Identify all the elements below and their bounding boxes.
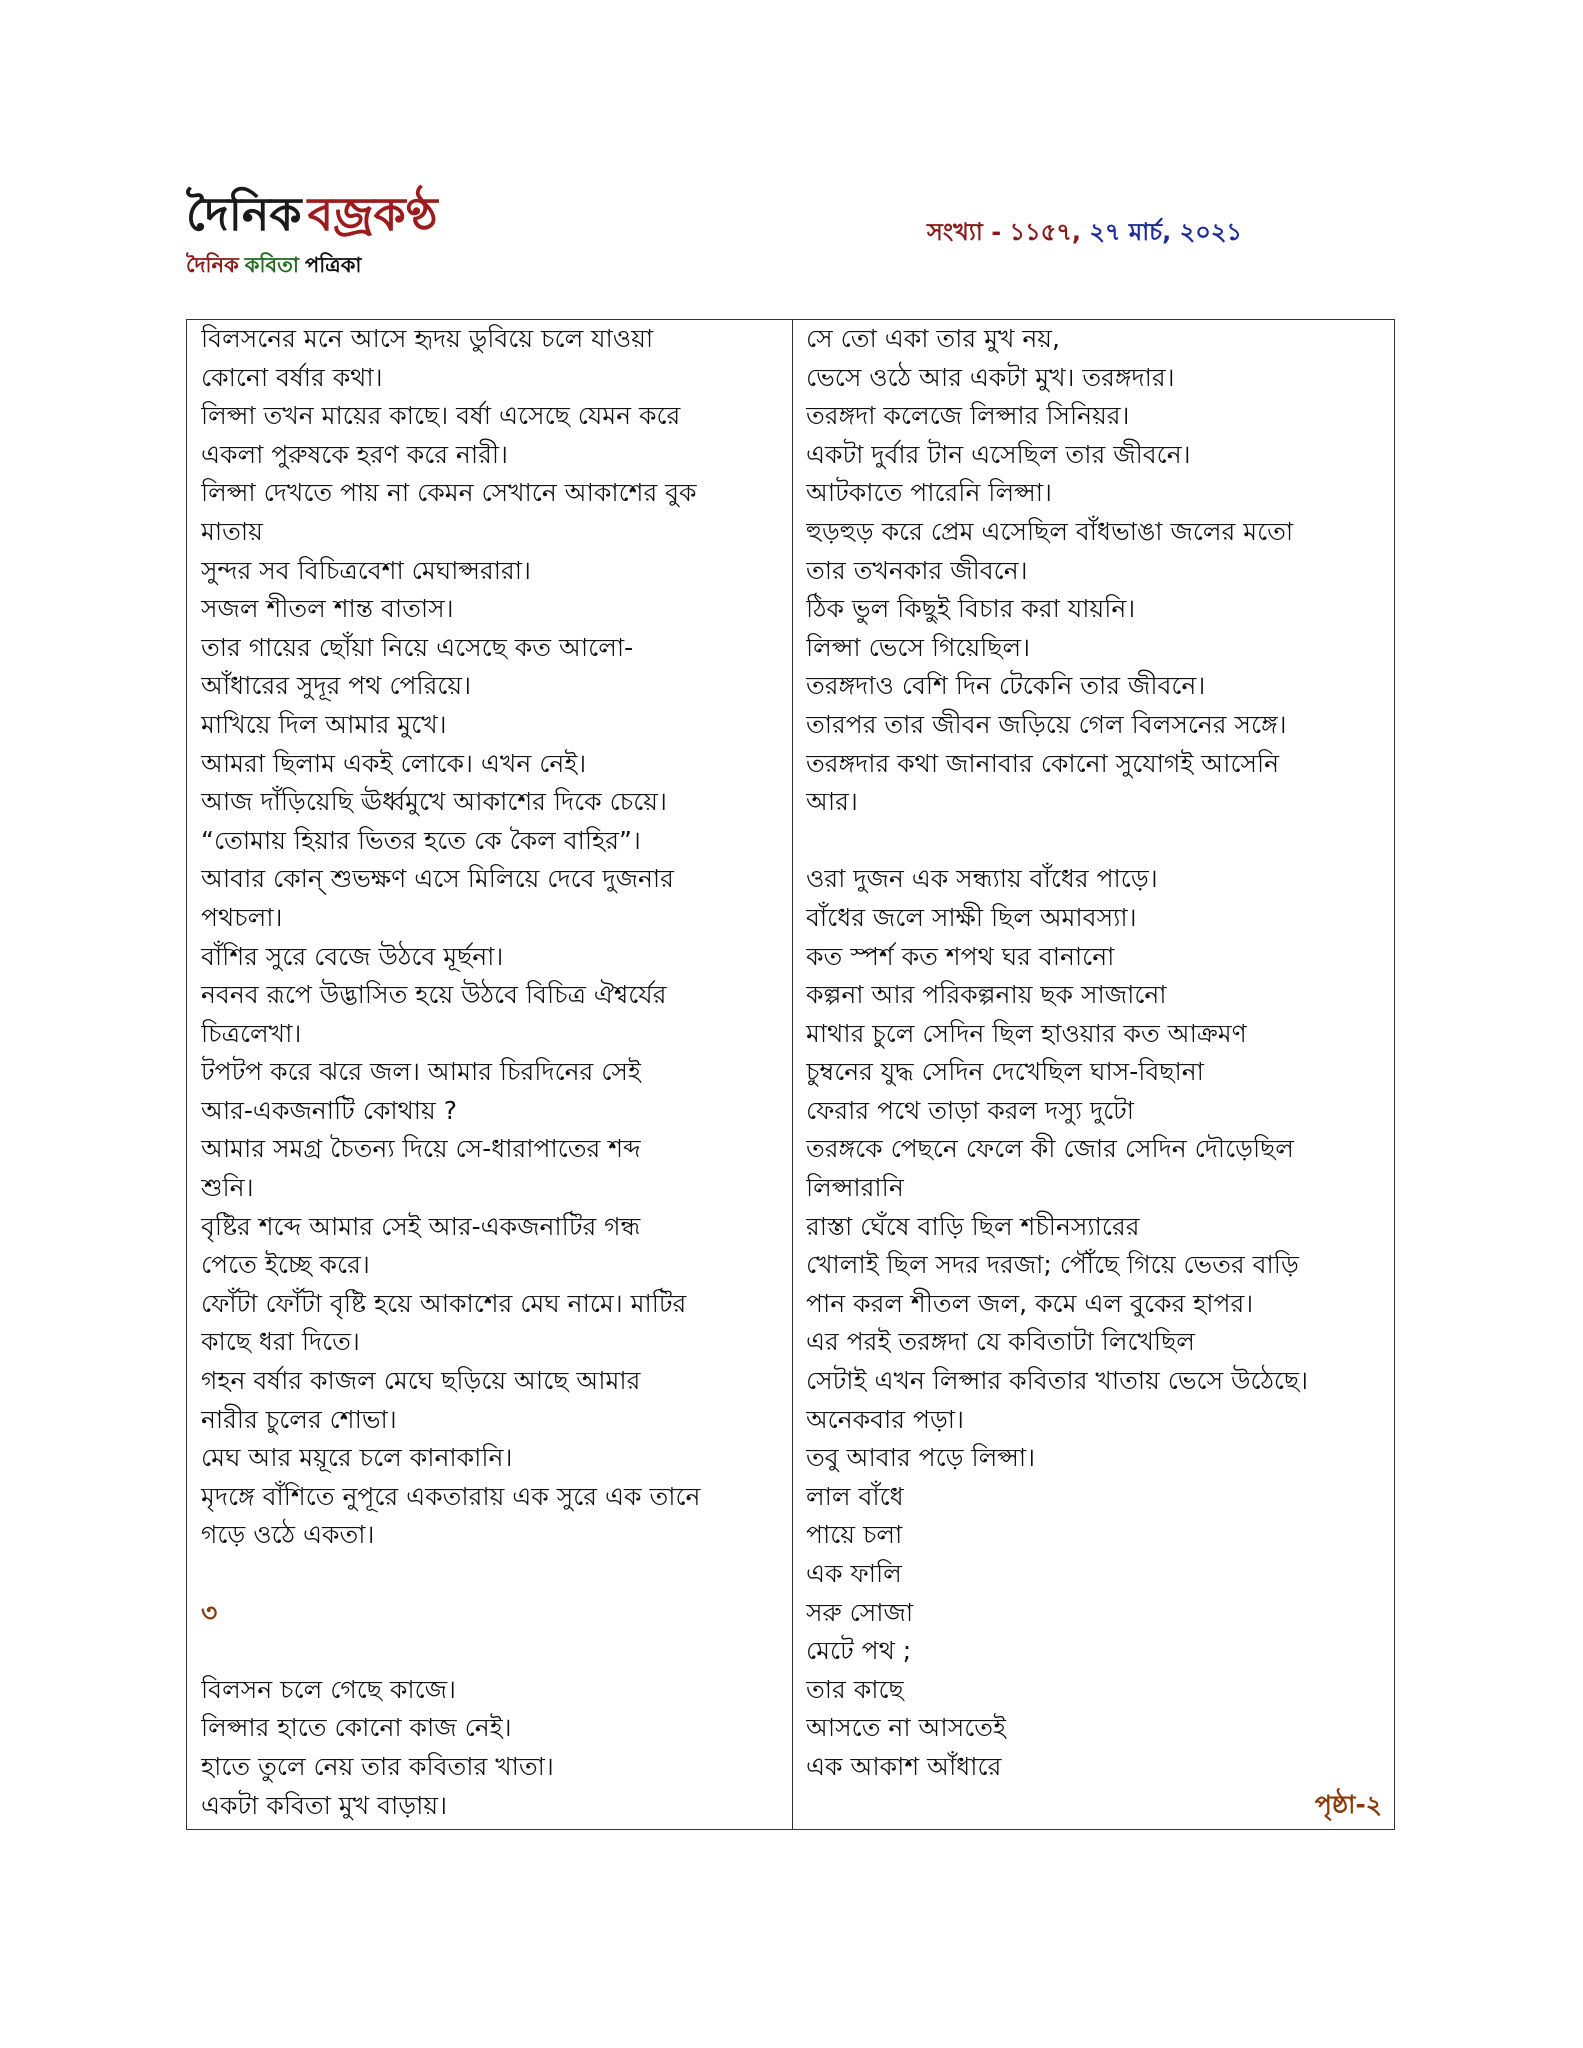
left-column-line: কাছে ধরা দিতে।: [201, 1327, 360, 1357]
right-column-line: লাল বাঁধে: [806, 1481, 904, 1511]
right-column-line: লিপ্সা ভেসে গিয়েছিল।: [806, 632, 1031, 662]
left-column-line: সুন্দর সব বিচিত্রবেশা মেঘাপ্সরারা।: [201, 555, 531, 585]
right-column-line: মাথার চুলে সেদিন ছিল হাওয়ার কত আক্রমণ: [806, 1018, 1247, 1048]
left-column-line: মেঘ আর ময়ূরে চলে কানাকানি।: [201, 1443, 513, 1473]
left-column-line: আমার সমগ্র চৈতন্য দিয়ে সে-ধারাপাতের শব্দ: [201, 1134, 641, 1164]
left-column-line: একটা কবিতা মুখ বাড়ায়।: [201, 1790, 448, 1820]
left-column-line: গড়ে ওঠে একতা।: [201, 1520, 375, 1550]
left-column-line: ফোঁটা ফোঁটা বৃষ্টি হয়ে আকাশের মেঘ নামে। মাটির: [201, 1288, 687, 1318]
right-column-line: বাঁধের জলে সাক্ষী ছিল অমাবস্যা।: [806, 902, 1137, 932]
issue-date: ২৭ মার্চ, ২০২১: [1089, 218, 1242, 246]
left-column-line: লিপ্সার হাতে কোনো কাজ নেই।: [201, 1713, 512, 1743]
left-column-line: একলা পুরুষকে হরণ করে নারী।: [201, 439, 508, 469]
left-column-line: আমরা ছিলাম একই লোকে। এখন নেই।: [201, 748, 587, 778]
left-column-line: আর-একজনাটি কোথায় ?: [201, 1095, 457, 1125]
right-column-line: একটা দুর্বার টান এসেছিল তার জীবনে।: [806, 439, 1191, 469]
left-column-line: আজ দাঁড়িয়েছি ঊর্ধ্বমুখে আকাশের দিকে চেয়ে।: [201, 787, 667, 817]
right-column-line: কত স্পর্শ কত শপথ ঘর বানানো: [806, 941, 1115, 971]
column-divider: [792, 320, 793, 1829]
right-column-line: তরঙ্গকে পেছনে ফেলে কী জোর সেদিন দৌড়েছিল: [806, 1134, 1294, 1164]
issue-number: সংখ্যা - ১১৫৭,: [926, 218, 1081, 246]
right-column-line: তরঙ্গদার কথা জানাবার কোনো সুযোগই আসেনি: [806, 748, 1280, 778]
right-column-line: কল্পনা আর পরিকল্পনায় ছক সাজানো: [806, 980, 1167, 1010]
right-column-line: লিপ্সারানি: [806, 1173, 904, 1203]
right-column-line: ওরা দুজন এক সন্ধ্যায় বাঁধের পাড়ে।: [806, 864, 1158, 894]
right-column-line: সে তো একা তার মুখ নয়,: [806, 324, 1060, 353]
right-column-line: ঠিক ভুল কিছুই বিচার করা যায়নি।: [806, 594, 1136, 624]
logo-first-word: দৈনিক: [186, 187, 302, 241]
right-column-line: সেটাই এখন লিপ্সার কবিতার খাতায় ভেসে উঠেছে।: [806, 1366, 1309, 1396]
left-column-line: শুনি।: [201, 1173, 254, 1203]
right-column-line: এক আকাশ আঁধারে: [806, 1751, 1002, 1781]
left-column-line: [201, 1555, 781, 1594]
right-column-line: আর।: [806, 787, 858, 817]
left-column-line: নারীর চুলের শোভা।: [201, 1404, 397, 1434]
left-column-line: তার গায়ের ছোঁয়া নিয়ে এসেছে কত আলো-: [201, 632, 634, 662]
right-column-line: পায়ে চলা: [806, 1520, 903, 1550]
tagline-word-magazine: পত্রিকা: [305, 253, 362, 277]
left-column-line: কোনো বর্ষার কথা।: [201, 362, 383, 392]
left-column-line: গহন বর্ষার কাজল মেঘে ছড়িয়ে আছে আমার: [201, 1366, 641, 1396]
page-number: পৃষ্ঠা-২: [1314, 1790, 1382, 1819]
left-column-line: লিপ্সা দেখতে পায় না কেমন সেখানে আকাশের বুক: [201, 478, 697, 508]
issue-info: [927, 214, 1242, 254]
right-column-line: রাস্তা ঘেঁষে বাড়ি ছিল শচীনস্যারের: [806, 1211, 1140, 1241]
left-column-line: টপটপ করে ঝরে জল। আমার চিরদিনের সেই: [201, 1057, 641, 1087]
left-column-line: পথচলা।: [201, 902, 283, 932]
section-number: ৩: [201, 1597, 218, 1627]
right-column-line: আটকাতে পারেনি লিপ্সা।: [806, 478, 1052, 508]
tagline-word-poetry: কবিতা: [244, 253, 299, 277]
tagline-word-daily: দৈনিক: [186, 253, 239, 277]
right-column-line: চুম্বনের যুদ্ধ সেদিন দেখেছিল ঘাস-বিছানা: [806, 1057, 1204, 1087]
left-column-line: নবনব রূপে উদ্ভাসিত হয়ে উঠবে বিচিত্র ঐশ্বর্যের: [201, 980, 667, 1010]
right-column-line: অনেকবার পড়া।: [806, 1404, 964, 1434]
right-column-line: আসতে না আসতেই: [806, 1713, 1007, 1743]
left-column-line: লিপ্সা তখন মায়ের কাছে। বর্ষা এসেছে যেমন করে: [201, 401, 681, 431]
content-frame: [186, 319, 1395, 1830]
left-column-line: সজল শীতল শান্ত বাতাস।: [201, 594, 454, 624]
left-column-line: আঁধারের সুদূর পথ পেরিয়ে।: [201, 671, 472, 701]
tagline: [186, 252, 438, 278]
left-column-line: চিত্রলেখা।: [201, 1018, 302, 1048]
left-column-line: মাতায়: [201, 516, 263, 546]
right-column-line: খোলাই ছিল সদর দরজা; পৌঁছে গিয়ে ভেতর বাড়ি: [806, 1250, 1299, 1280]
left-column-line: মৃদঙ্গে বাঁশিতে নুপূরে একতারায় এক সুরে এক তানে: [201, 1481, 701, 1511]
right-column-line: তবু আবার পড়ে লিপ্সা।: [806, 1443, 1036, 1473]
left-column: [201, 320, 781, 1825]
newspaper-logo: [186, 186, 438, 242]
right-column-line: পান করল শীতল জল, কমে এল বুকের হাপর।: [806, 1288, 1254, 1318]
right-column-line: সরু সোজা: [806, 1597, 914, 1627]
right-column-line: তারপর তার জীবন জড়িয়ে গেল বিলসনের সঙ্গে।: [806, 709, 1287, 739]
left-column-line: বিলসনের মনে আসে হৃদয় ডুবিয়ে চলে যাওয়া: [201, 324, 654, 353]
right-column-line: হুড়হুড় করে প্রেম এসেছিল বাঁধভাঙা জলের মতো: [806, 516, 1294, 546]
left-column-line: বৃষ্টির শব্দে আমার সেই আর-একজনাটির গন্ধ: [201, 1211, 641, 1241]
right-column-line: এর পরই তরঙ্গদা যে কবিতাটা লিখেছিল: [806, 1327, 1195, 1357]
right-column-line: ভেসে ওঠে আর একটা মুখ। তরঙ্গদার।: [806, 362, 1175, 392]
right-column-line: তার তখনকার জীবনে।: [806, 555, 1028, 585]
left-column-line: “তোমায় হিয়ার ভিতর হতে কে কৈল বাহির”।: [201, 825, 641, 855]
logo-second-word: বজ্রকণ্ঠ: [307, 187, 438, 241]
left-column-line: মাখিয়ে দিল আমার মুখে।: [201, 709, 447, 739]
left-column-line: পেতে ইচ্ছে করে।: [201, 1250, 370, 1280]
right-column-line: তরঙ্গদাও বেশি দিন টেকেনি তার জীবনে।: [806, 671, 1206, 701]
right-column-line: তার কাছে: [806, 1674, 904, 1704]
left-column-line: আবার কোন্ শুভক্ষণ এসে মিলিয়ে দেবে দুজনার: [201, 864, 674, 894]
left-column-line: হাতে তুলে নেয় তার কবিতার খাতা।: [201, 1751, 554, 1781]
left-column-line: বিলসন চলে গেছে কাজে।: [201, 1674, 456, 1704]
right-column-line: মেটে পথ ;: [806, 1636, 912, 1666]
right-column-line: তরঙ্গদা কলেজে লিপ্সার সিনিয়র।: [806, 401, 1130, 431]
right-column: [806, 320, 1391, 1787]
masthead: [186, 186, 438, 278]
left-column-line: বাঁশির সুরে বেজে উঠবে মূর্ছনা।: [201, 941, 504, 971]
left-column-line: [201, 1632, 781, 1671]
right-column-line: ফেরার পথে তাড়া করল দস্যু দুটো: [806, 1095, 1135, 1125]
right-column-line: এক ফালি: [806, 1559, 902, 1588]
right-column-line: [806, 822, 1391, 861]
